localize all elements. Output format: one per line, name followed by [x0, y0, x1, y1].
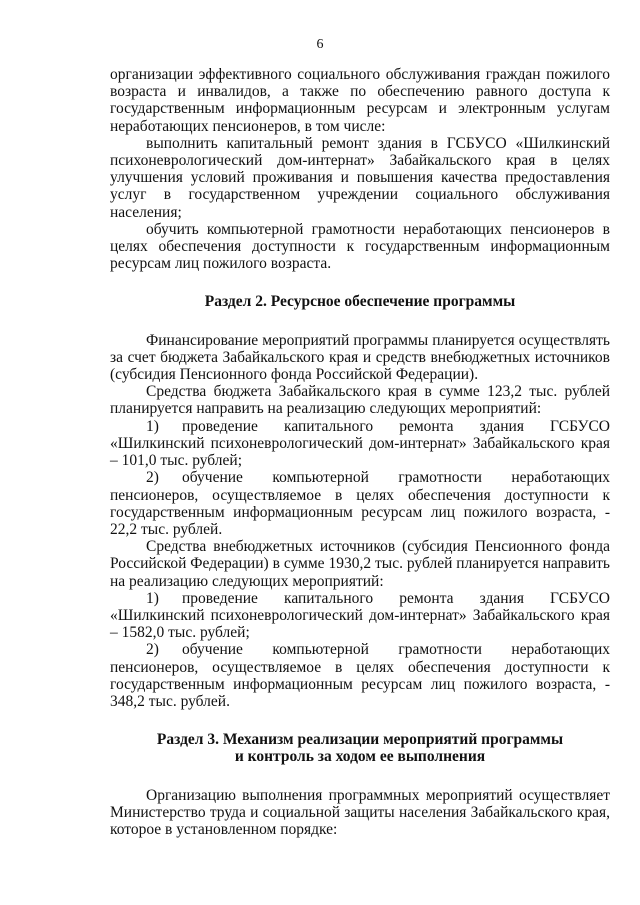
- paragraph-section1-continuation: организации эффективного социального обслуживания граждан пожилого возраста и инвалидов, а также по обеспечению равного доступа к государственным информационным ресурсам и электронным услугам неработающих пенсионеров, в том числе:: [110, 66, 610, 135]
- paragraph-goal-repair: выполнить капитальный ремонт здания в ГСБУСО «Шилкинский психоневрологический дом-интернат» Забайкальского края в целях улучшения условий проживания и повышения качества предоставления услуг в государственном учреждении социального обслуживания населения;: [110, 134, 610, 221]
- list-item-number: 1): [146, 589, 159, 607]
- page-number: 6: [316, 37, 324, 52]
- paragraph-regional-budget: Средства бюджета Забайкальского края в сумме 123,2 тыс. рублей планируется направить на реализацию следующих мероприятий:: [110, 383, 610, 418]
- section3-heading-line1: Раздел 3. Механизм реализации мероприятий программы: [156, 731, 564, 749]
- document-body: [110, 66, 610, 838]
- list-item-text: проведение капитального ремонта здания ГСБУСО «Шилкинский психоневрологический дом-интернат» Забайкальского края – 1582,0 тыс. рублей;: [110, 589, 610, 642]
- list-item-text: проведение капитального ремонта здания ГСБУСО «Шилкинский психоневрологический дом-интернат» Забайкальского края – 101,0 тыс. рублей;: [110, 417, 610, 470]
- paragraph-goal-training: обучить компьютерной грамотности неработающих пенсионеров в целях обеспечения доступности к государственным информационным ресурсам лиц пожилого возраста.: [110, 220, 610, 273]
- paragraph-implementation: Организацию выполнения программных мероприятий осуществляет Министерство труда и социальной защиты населения Забайкальского края, которое в установленном порядке:: [110, 786, 610, 838]
- section2-heading: Раздел 2. Ресурсное обеспечение программы: [204, 293, 516, 311]
- list-item-number: 1): [146, 417, 159, 435]
- paragraph-extrabudgetary: Средства внебюджетных источников (субсидия Пенсионного фонда Российской Федерации) в сумме 1930,2 тыс. рублей планируется направить на реализацию следующих мероприятий:: [110, 538, 610, 590]
- paragraph-funding: Финансирование мероприятий программы планируется осуществлять за счет бюджета Забайкальского края и средств внебюджетных источников (субсидия Пенсионного фонда Российской Федерации).: [110, 331, 610, 384]
- list-item-number: 2): [146, 641, 159, 659]
- section3-heading: [110, 731, 610, 765]
- list-item-number: 2): [146, 469, 159, 487]
- list-item-text: обучение компьютерной грамотности неработающих пенсионеров, осуществляемое в целях обеспечения доступности к государственным информационным ресурсам лиц пожилого возраста, - 22,2 тыс. рублей.: [110, 469, 610, 538]
- section3-heading-line2: и контроль за ходом ее выполнения: [234, 748, 486, 766]
- list-item-text: обучение компьютерной грамотности неработающих пенсионеров, осуществляемое в целях обеспечения доступности к государственным информационным ресурсам лиц пожилого возраста, - 348,2 тыс. рублей.: [110, 641, 610, 710]
